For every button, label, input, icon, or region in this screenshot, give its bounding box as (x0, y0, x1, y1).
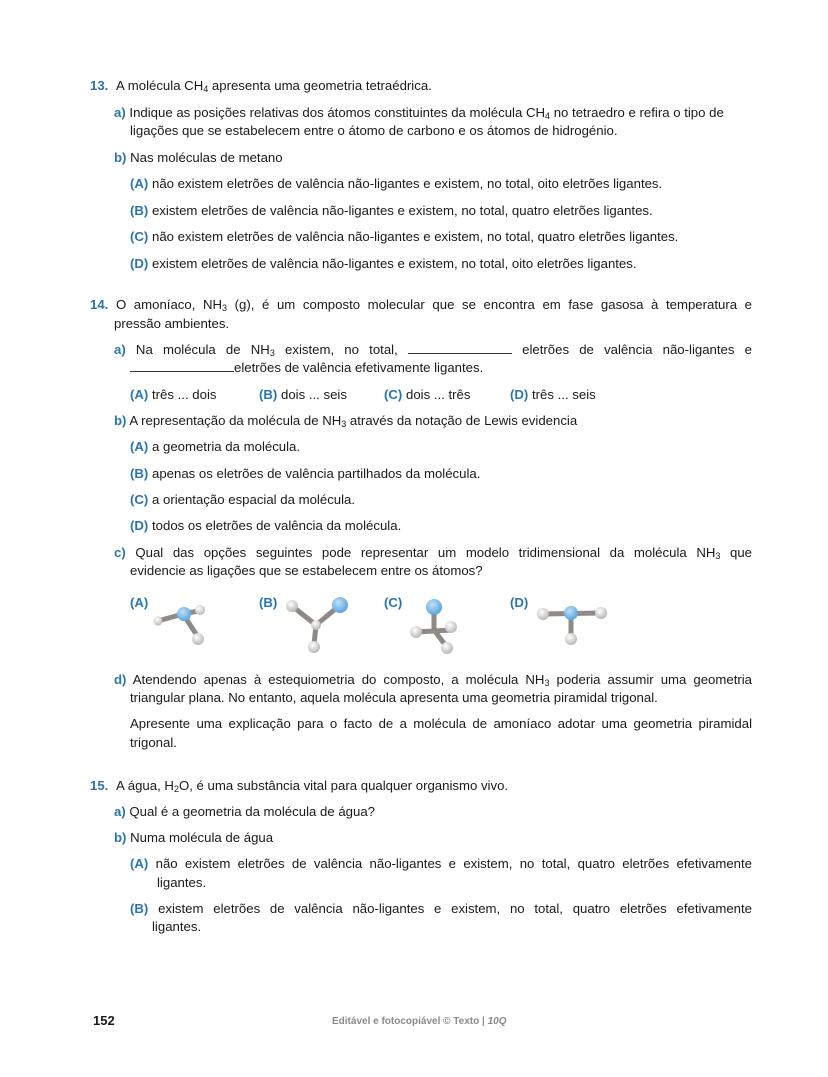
q14a-option-d[interactable]: (D) três ... seis (510, 387, 596, 402)
q13b-option-d[interactable]: (D) existem eletrões de valência não-ligantes e existem, no total, oito eletrões ligantes. (130, 256, 637, 271)
q13a-line1: a) Indique as posições relativas dos átomos constituintes da molécula $CH_4$ no tetraedro e refira o tipo de (114, 105, 724, 121)
q14a-option-a[interactable]: (A) três ... dois (130, 387, 217, 402)
molecule-models (0, 590, 828, 670)
q14b-option-a[interactable]: (A) a geometria da molécula. (130, 439, 301, 454)
q14d-para2-line1: Apresente uma explicação para o facto de a molécula de amoníaco adotar uma geometria piramidal (130, 716, 752, 731)
q15b-option-b-line2: ligantes. (152, 919, 202, 934)
q13b-option-b[interactable]: (B) existem eletrões de valência não-ligantes e existem, no total, quatro eletrões ligantes. (130, 203, 653, 218)
q14d-para2-line2: trigonal. (130, 735, 177, 750)
footer-copyright: Editável e fotocopiável © Texto | 10Q (332, 1016, 507, 1027)
q13b-option-c[interactable]: (C) não existem eletrões de valência não-ligantes e existem, no total, quatro eletrões ligantes. (130, 229, 679, 244)
question-number: 15. (90, 778, 109, 793)
q14d-line2: triangular plana. No entanto, aquela molécula apresenta uma geometria piramidal trigonal. (130, 690, 658, 705)
q14a-option-c[interactable]: (C) dois ... três (384, 387, 471, 402)
q14c-option-c-label[interactable]: (C) (384, 595, 403, 610)
molecule-c-icon[interactable] (410, 599, 457, 654)
item-label: c) (114, 545, 126, 560)
q14b-stem: b) A representação da molécula de $NH_3$ através da notação de Lewis evidencia (114, 413, 578, 429)
q14b-option-b[interactable]: (B) apenas os eletrões de valência partilhados da molécula. (130, 466, 481, 481)
item-label: b) (114, 830, 127, 845)
item-label: b) (114, 150, 127, 165)
q14c-line2: evidencie as ligações que se estabelecem entre os átomos? (130, 563, 483, 578)
q15b-option-a-line2: ligantes. (157, 875, 207, 890)
q14c-option-a-label[interactable]: (A) (130, 595, 149, 610)
answer-blank-2[interactable] (130, 359, 234, 372)
q13b-stem: b) Nas moléculas de metano (114, 150, 283, 165)
q14a-line1: a) Na molécula de $NH_3$ existem, no total, eletrões de valência não-ligantes e (114, 342, 752, 358)
molecule-a-icon[interactable] (154, 605, 206, 645)
q14b-option-d[interactable]: (D) todos os eletrões de valência da molécula. (130, 518, 402, 533)
molecule-b-icon[interactable] (286, 597, 348, 653)
question-15-stem: 15. A água, $H_2O$, é uma substância vital para qualquer organismo vivo. (90, 778, 509, 794)
q15b-option-b-line1[interactable]: (B) existem eletrões de valência não-ligantes e existem, no total, quatro eletrões efetivamente (130, 901, 752, 916)
q14c-option-d-label[interactable]: (D) (510, 595, 529, 610)
q15a: a) Qual é a geometria da molécula de água? (114, 804, 376, 819)
question-13-stem: 13. A molécula $CH_4$ apresenta uma geometria tetraédrica. (90, 78, 432, 94)
item-label: b) (114, 413, 127, 428)
q14c-option-b-label[interactable]: (B) (259, 595, 278, 610)
question-14-stem-line1: 14. O amoníaco, $NH_3$ (g), é um composto molecular que se encontra em fase gasosa à temperatura e (90, 297, 752, 313)
q14c-line1: c) Qual das opções seguintes pode representar um modelo tridimensional da molécula $NH_3$ que (114, 545, 753, 561)
page-number: 152 (93, 1013, 115, 1028)
q14b-option-c[interactable]: (C) a orientação espacial da molécula. (130, 492, 356, 507)
molecule-d-icon[interactable] (537, 606, 607, 645)
item-label: a) (114, 105, 126, 120)
item-label: d) (114, 672, 127, 687)
q14d-line1: d) Atendendo apenas à estequiometria do composto, a molécula $NH_3$ poderia assumir uma geometria (114, 672, 753, 688)
q13a-line2: ligações que se estabelecem entre o átomo de carbono e os átomos de hidrogénio. (130, 123, 618, 138)
q14a-option-b[interactable]: (B) dois ... seis (259, 387, 347, 402)
q15b-stem: b) Numa molécula de água (114, 830, 274, 845)
q13b-option-a[interactable]: (A) não existem eletrões de valência não-ligantes e existem, no total, oito eletrões ligantes. (130, 176, 663, 191)
answer-blank-1[interactable] (408, 341, 512, 354)
question-number: 13. (90, 78, 109, 93)
question-number: 14. (90, 297, 109, 312)
q15b-option-a-line1[interactable]: (A) não existem eletrões de valência não-ligantes e existem, no total, quatro eletrões efetivamente (130, 856, 752, 871)
question-14-stem-line2: pressão ambientes. (114, 316, 230, 331)
item-label: a) (114, 342, 126, 357)
item-label: a) (114, 804, 126, 819)
q14a-line2: eletrões de valência efetivamente ligantes. (130, 359, 483, 377)
